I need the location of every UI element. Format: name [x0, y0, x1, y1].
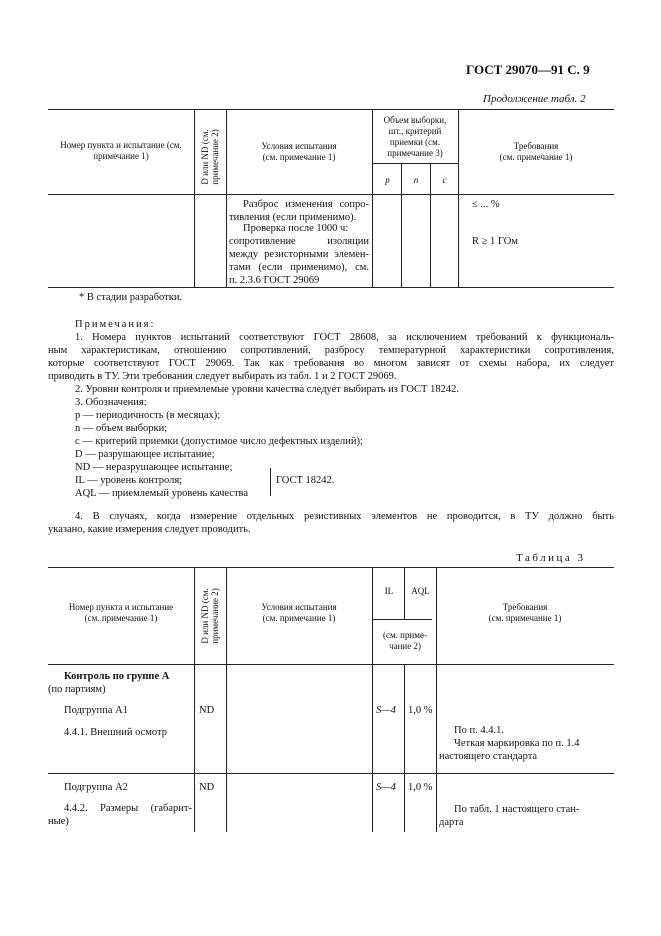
- t3-req-442: По табл. 1 настоящего стан- дарта: [439, 804, 580, 828]
- t3-col-requirements: Требования (см. примечание 1): [488, 602, 562, 623]
- t3-col-il: IL: [384, 586, 394, 596]
- t3-group-sub: (по партиям): [48, 684, 106, 695]
- t2-row1-req: ≤ ... %: [472, 199, 500, 210]
- t2-col-dnd: D или ND (см. примечание 2): [200, 129, 220, 185]
- t3-col-il-aql-note: (см. приме- чание 2): [382, 630, 427, 651]
- t3-col-aql: AQL: [411, 586, 430, 596]
- t3-item-441: 4.4.1. Внешний осмотр: [64, 727, 167, 738]
- t3-group-title: Контроль по группе А: [64, 671, 170, 682]
- t2-sub-p: p: [385, 175, 390, 185]
- t2-sub-c: c: [442, 175, 447, 185]
- t3-a2-aql: 1,0 %: [408, 782, 433, 793]
- t3-a1-il: S—4: [376, 705, 396, 716]
- gost-ref: ГОСТ 18242.: [276, 475, 335, 486]
- t3-item-442: 4.4.2. Размеры (габарит- ные): [48, 803, 192, 827]
- t3-req-441: По п. 4.4.1. Четкая маркировка по п. 1.4 настоящего стандарта: [439, 725, 580, 762]
- t3-a2-il: S—4: [376, 782, 396, 793]
- page-header: ГОСТ 29070—91 С. 9: [466, 62, 590, 77]
- t3-col-test: Номер пункта и испытание (см. примечание 1): [68, 602, 174, 623]
- notes: Примечания: 1. Номера пунктов испытаний соответствуют ГОСТ 28608, за исключением требований к функциональ- ным характеристикам, отношению сопротивлений, разбросу температурной характеристики сопротивления, которые соответствуют ГОСТ 29069. Так как требования во многом зависят от схемы набора, их следует приводить в ТУ. Эти требования следует выбирать из табл. 1 и 2 ГОСТ 29069. 2. Уровни контроля и приемлемые уровни качества следует выбирать из ГОСТ 18242. 3. Обозначения: p — периодичность (в месяцах); n — объем выборки; c — критерий приемки (допустимое число дефектных изделий); D — разрушающее испытание; ND — неразрушающее испытание; IL — уровень контроля; AQL — приемлемый уровень качества 4. В случаях, когда измерение отдельных резистивных элементов не проводится, в ТУ должно быть указано, какие измерения следует проводить.: [48, 319, 614, 535]
- t3-subgroup-a2: Подгруппа А2: [64, 782, 128, 793]
- t2-sub-n: n: [413, 175, 419, 185]
- notes-title: Примечания:: [75, 319, 156, 330]
- t2-col-sample: Объем выборки, шт., критерий приемки (см. примечание 3): [383, 115, 447, 158]
- table3-caption: Таблица 3: [516, 552, 586, 564]
- footnote: * В стадии разработки.: [79, 292, 183, 303]
- t2-col-requirements: Требования (см. примечание 1): [499, 141, 573, 162]
- t3-subgroup-a1: Подгруппа А1: [64, 705, 128, 716]
- t3-a2-dnd: ND: [199, 782, 215, 793]
- t3-a1-dnd: ND: [199, 705, 215, 716]
- t3-col-dnd: D или ND (см. примечание 2): [200, 588, 220, 644]
- t2-col-conditions: Условия испытания (см. примечание 1): [261, 141, 337, 162]
- t3-a1-aql: 1,0 %: [408, 705, 433, 716]
- t2-row1-conditions: Разброс изменения сопро- тивления (если применимо).: [229, 199, 369, 223]
- t2-col-test: Номер пункта и испытание (см. примечание 1): [60, 140, 182, 161]
- t2-row2-req: R ≥ 1 ГОм: [472, 236, 518, 247]
- t3-col-conditions: Условия испытания (см. примечание 1): [261, 602, 337, 623]
- continuation-label: Продолжение табл. 2: [483, 93, 586, 105]
- t2-row2-conditions: Проверка после 1000 ч: сопротивление изоляции между резисторными элемен- тами (если применимо), см. п. 2.3.6 ГОСТ 29069: [229, 223, 369, 286]
